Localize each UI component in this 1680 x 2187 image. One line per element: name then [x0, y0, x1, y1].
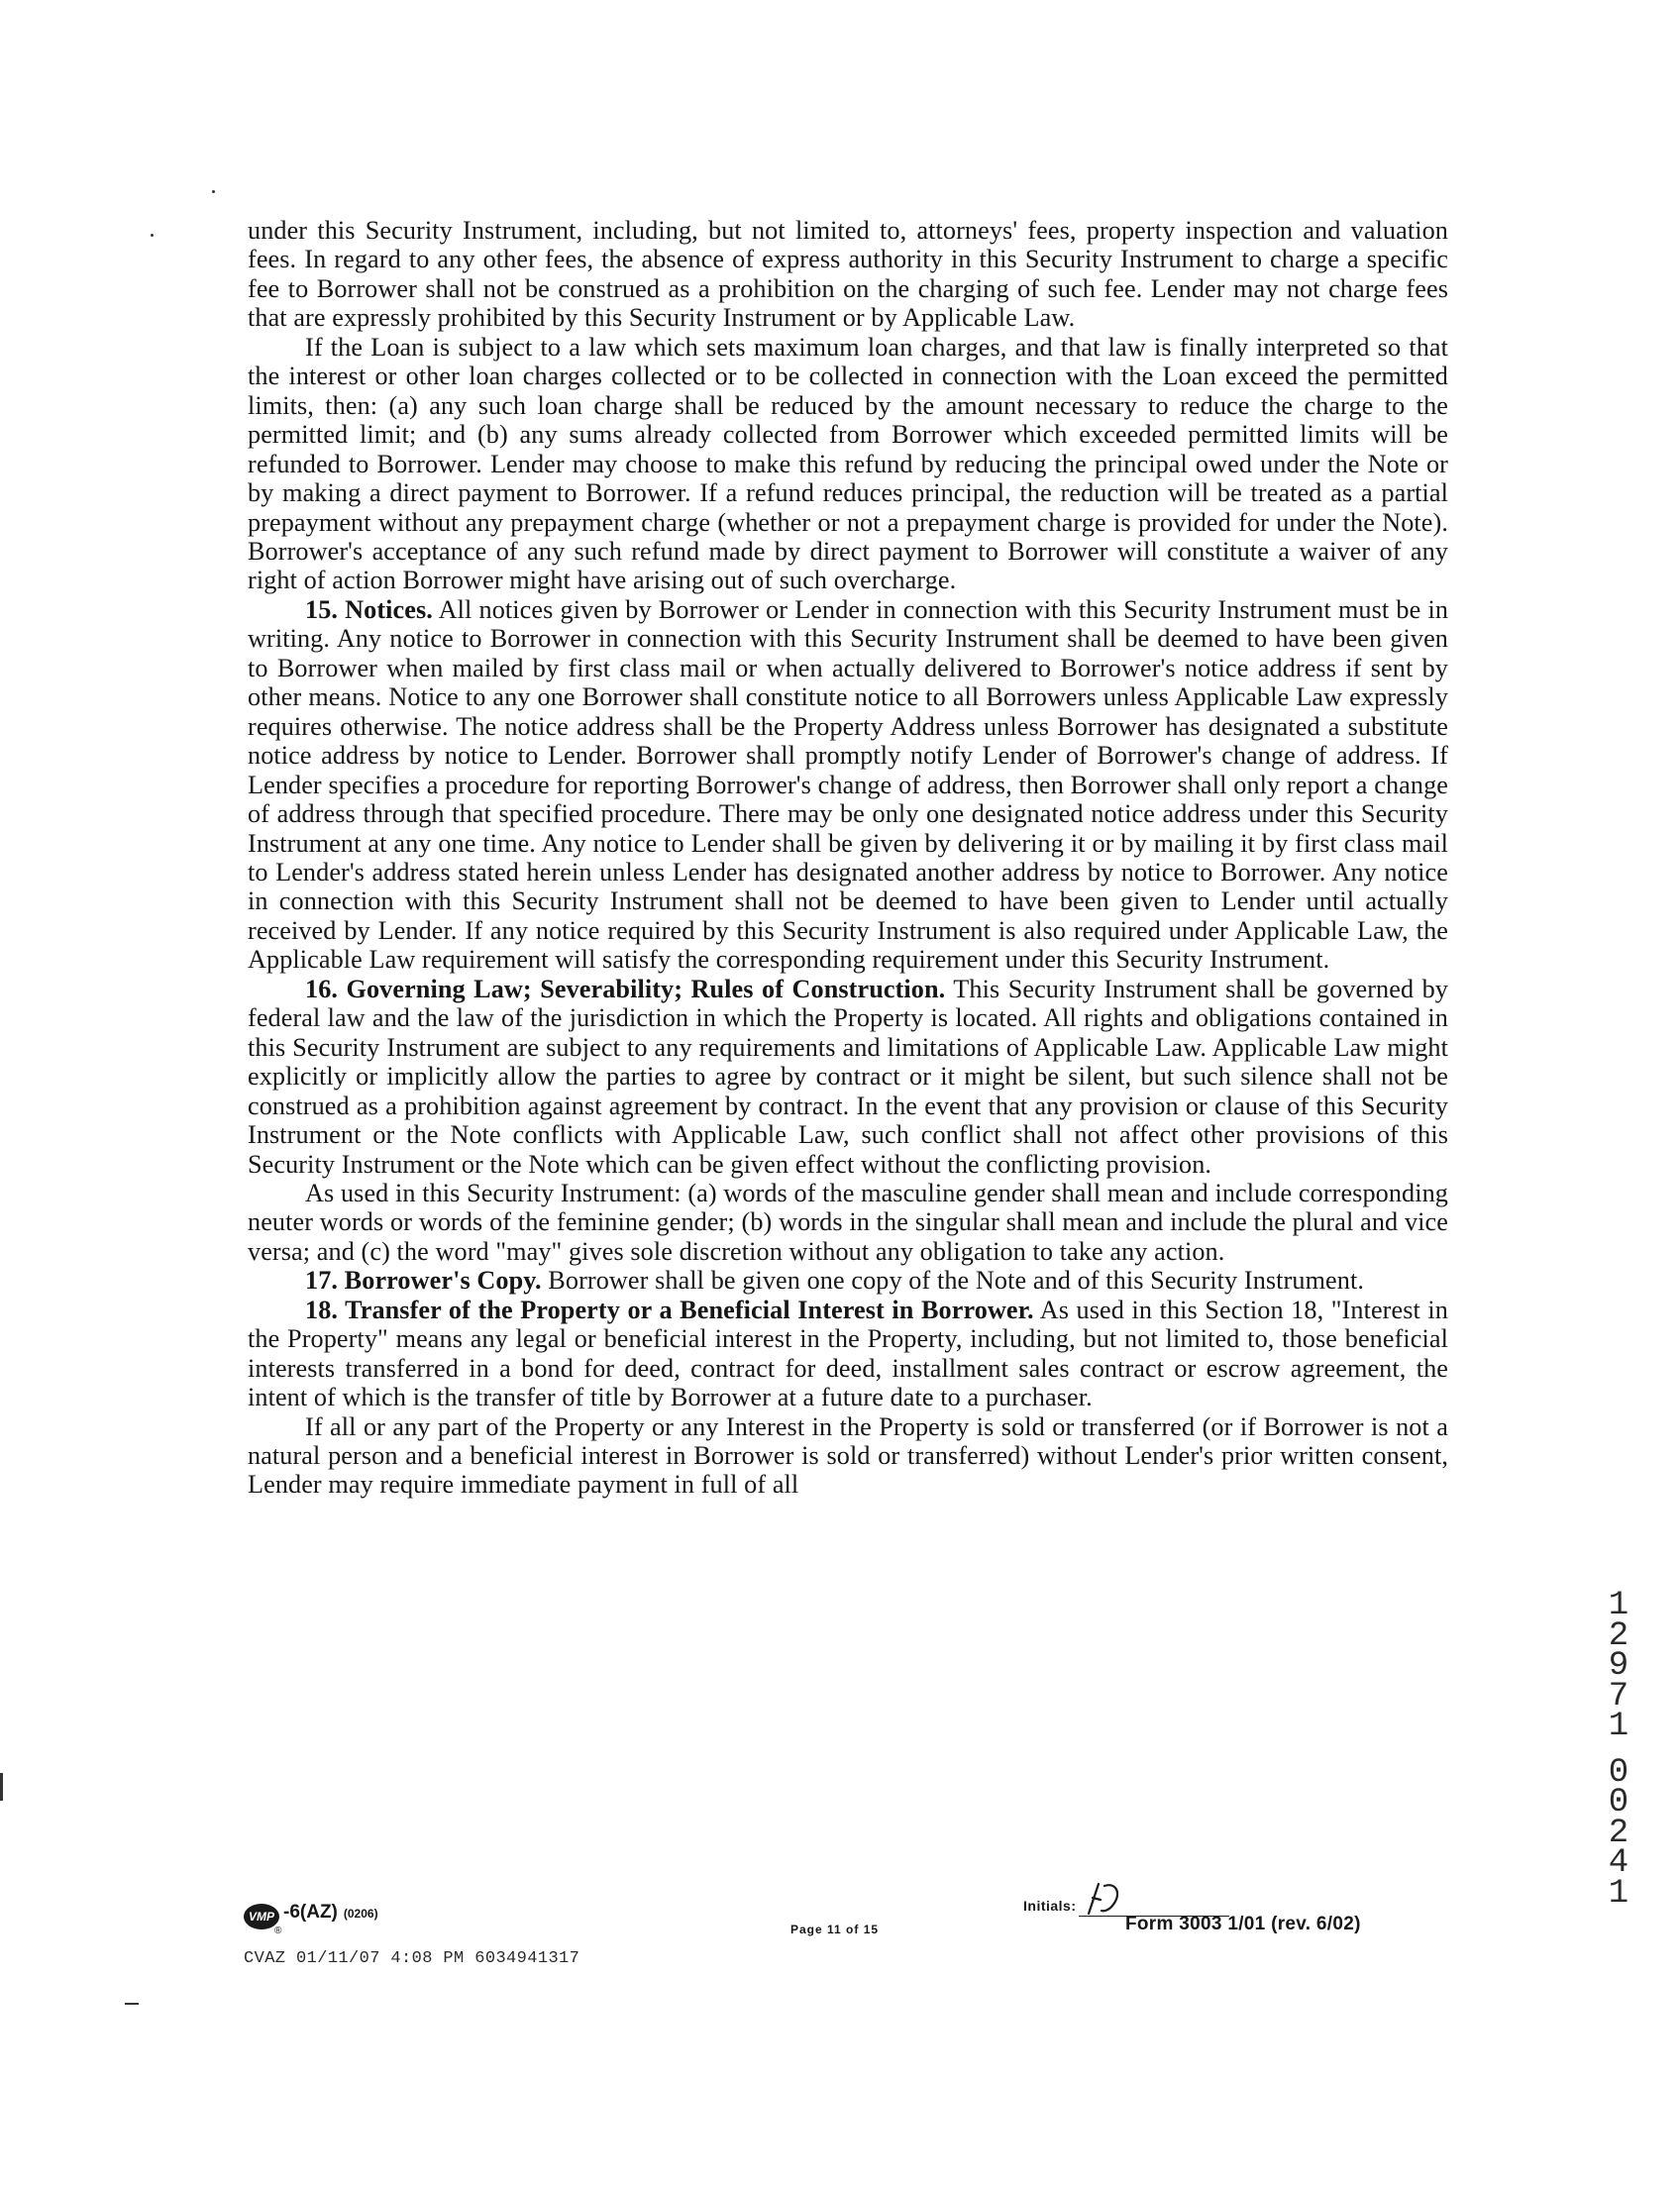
initials-label: Initials: [1023, 1898, 1077, 1914]
document-id: CVAZ 01/11/07 4:08 PM 6034941317 [244, 1949, 580, 1968]
section-heading: 17. Borrower's Copy. [305, 1266, 542, 1296]
recording-number-stamp: 1 2 9 7 1 0 0 2 4 1 [1608, 1587, 1629, 1913]
registered-mark: ® [274, 1926, 282, 1936]
section-heading: 15. Notices. [305, 594, 433, 624]
document-body [248, 216, 1448, 1500]
section-heading: 18. Transfer of the Property or a Beneficial Interest in Borrower. [305, 1295, 1034, 1324]
paragraph-construction: As used in this Security Instrument: (a) words of the masculine gender shall mean and include corresponding neuter words or words of the feminine gender; (b) words in the singular shall mean and include the plural and vice versa; and (c) the word "may" gives sole discretion without any obligation to take any action. [248, 1178, 1448, 1266]
section-15-notices: 15. Notices. All notices given by Borrower or Lender in connection with this Security Instrument must be in writing. Any notice to Borrower in connection with this Security Instrument shall be deemed to have been given to Borrower when mailed by first class mail or when actually delivered to Borrower's notice address if sent by other means. Notice to any one Borrower shall constitute notice to all Borrowers unless Applicable Law expressly requires otherwise. The notice address shall be the Property Address unless Borrower has designated a substitute notice address by notice to Lender. Borrower shall promptly notify Lender of Borrower's change of address. If Lender specifies a procedure for reporting Borrower's change of address, then Borrower shall only report a change of address through that specified procedure. There may be only one designated notice address under this Security Instrument at any one time. Any notice to Lender shall be given by delivering it or by mailing it by first class mail to Lender's address stated herein unless Lender has designated another address by notice to Borrower. Any notice in connection with this Security Instrument shall not be deemed to have been given to Lender until actually received by Lender. If any notice required by this Security Instrument is also required under Applicable Law, the Applicable Law requirement will satisfy the corresponding requirement under this Security Instrument. [248, 594, 1449, 975]
form-number: Form 3003 1/01 (rev. 6/02) [1125, 1914, 1361, 1934]
section-17-borrowers-copy: 17. Borrower's Copy. Borrower shall be given one copy of the Note and of this Security Instrument. [305, 1266, 1364, 1296]
section-16-governing-law: 16. Governing Law; Severability; Rules of Construction. This Security Instrument shall be governed by federal law and the law of the jurisdiction in which the Property is located. All rights and obligations contained in this Security Instrument are subject to any requirements and limitations of Applicable Law. Applicable Law might explicitly or implicitly allow the parties to agree by contract or it might be silent, but such silence shall not be construed as a prohibition against agreement by contract. In the event that any provision or clause of this Security Instrument or the Note conflicts with Applicable Law, such conflict shall not affect other provisions of this Security Instrument or the Note which can be given effect without the conflicting provision. [248, 974, 1448, 1179]
paragraph-loan-charges: If the Loan is subject to a law which sets maximum loan charges, and that law is finally interpreted so that the interest or other loan charges collected or to be collected in connection with the Loan exceed the permitted limits, then: (a) any such loan charge shall be reduced by the amount necessary to reduce the charge to the permitted limit; and (b) any sums already collected from Borrower which exceeded permitted limits will be refunded to Borrower. Lender may choose to make this refund by reducing the principal owed under the Note or by making a direct payment to Borrower. If a refund reduces principal, the reduction will be treated as a partial prepayment without any prepayment charge (whether or not a prepayment charge is provided for under the Note). Borrower's acceptance of any such refund made by direct payment to Borrower will constitute a waiver of any right of action Borrower might have arising out of such overcharge. [248, 332, 1448, 595]
paragraph-transfer-consent: If all or any part of the Property or any Interest in the Property is sold or transferred (or if Borrower is not a natural person and a beneficial interest in Borrower is sold or transferred) without Lender's prior written consent, Lender may require immediate payment in full of all [248, 1411, 1448, 1500]
page-number: Page 11 of 15 [790, 1923, 880, 1936]
form-code: -6(AZ) (0206) [283, 1902, 378, 1923]
scan-speck [151, 234, 154, 237]
scan-speck [125, 2003, 139, 2005]
scan-speck [212, 190, 215, 193]
vmp-logo-icon: VMP [244, 1904, 279, 1929]
scan-speck [0, 1773, 3, 1801]
section-18-transfer: 18. Transfer of the Property or a Beneficial Interest in Borrower. As used in this Section 18, "Interest in the Property" means any legal or beneficial interest in the Property, including, but not limited to, those beneficial interests transferred in a bond for deed, contract for deed, installment sales contract or escrow agreement, the intent of which is the transfer of title by Borrower at a future date to a purchaser. [248, 1295, 1448, 1412]
paragraph-fees-continued: under this Security Instrument, including, but not limited to, attorneys' fees, property inspection and valuation fees. In regard to any other fees, the absence of express authority in this Security Instrument to charge a specific fee to Borrower shall not be construed as a prohibition on the charging of such fee. Lender may not charge fees that are expressly prohibited by this Security Instrument or by Applicable Law. [248, 216, 1448, 333]
section-heading: 16. Governing Law; Severability; Rules of Construction. [305, 974, 946, 1003]
initials-signature-icon [1083, 1878, 1132, 1918]
